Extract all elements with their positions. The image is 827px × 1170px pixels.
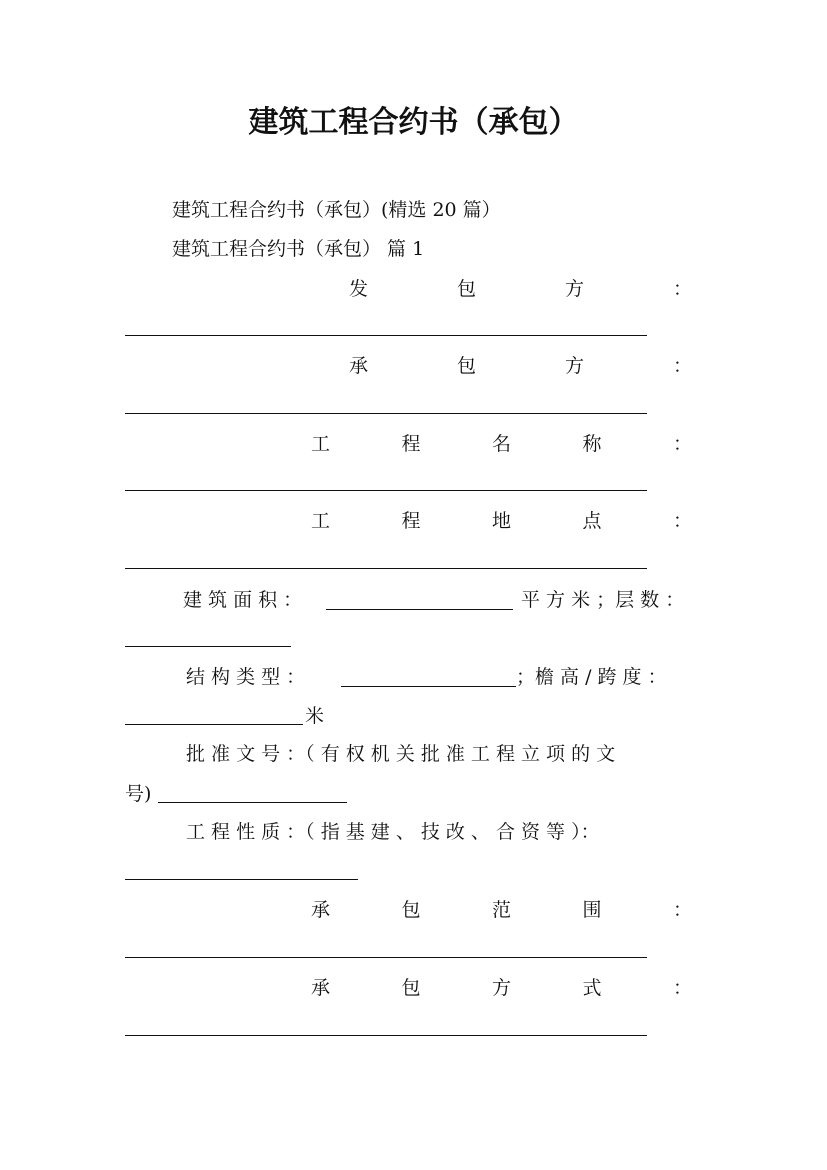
employer-char-3: 方 [564, 278, 584, 300]
project-name-char-3: 名 [491, 433, 511, 455]
contract-scope-field-line[interactable] [125, 957, 647, 958]
eave-height-label: ；檐 高 / 跨 度 ： [516, 666, 667, 688]
page-title: 建筑工程合约书（承包） [248, 105, 579, 140]
project-location-label [311, 509, 692, 533]
floors-field-line[interactable] [125, 646, 291, 647]
employer-char-1: 发 [349, 278, 369, 300]
contract-scope-char-1: 承 [311, 899, 331, 921]
contract-method-char-2: 包 [401, 977, 421, 999]
employer-char-2: 包 [456, 278, 476, 300]
project-location-char-3: 地 [491, 510, 511, 532]
eave-height-field-line[interactable] [125, 724, 303, 725]
project-name-char-1: 工 [311, 433, 331, 455]
contractor-char-2: 包 [456, 355, 476, 377]
eave-height-unit: 米 [305, 705, 325, 727]
contractor-colon: ： [672, 355, 692, 377]
project-location-field-line[interactable] [125, 568, 647, 569]
contract-method-label [311, 976, 692, 1000]
employer-label [349, 277, 692, 301]
approval-number-cont: 号) [125, 783, 152, 805]
project-name-char-2: 程 [401, 433, 421, 455]
project-nature-label: 工 程 性 质 ：（ 指 基 建 、 技 改 、 合 资 等 ）： [186, 821, 600, 843]
project-location-char-1: 工 [311, 510, 331, 532]
project-name-field-line[interactable] [125, 490, 647, 491]
contractor-label [349, 354, 692, 378]
contract-method-char-3: 方 [491, 977, 511, 999]
document-subtitle: 建筑工程合约书（承包）(精选 20 篇） [172, 199, 501, 221]
contract-method-field-line[interactable] [125, 1035, 647, 1036]
contract-scope-char-2: 包 [401, 899, 421, 921]
contract-method-char-1: 承 [311, 977, 331, 999]
contractor-char-3: 方 [564, 355, 584, 377]
project-nature-field-line[interactable] [125, 879, 358, 880]
building-area-label: 建 筑 面 积 ： [183, 589, 303, 611]
contractor-field-line[interactable] [125, 413, 647, 414]
contract-scope-char-4: 围 [582, 899, 602, 921]
contractor-char-1: 承 [349, 355, 369, 377]
contract-method-char-4: 式 [582, 977, 602, 999]
contract-method-colon: ： [672, 977, 692, 999]
structure-type-label: 结 构 类 型 ： [186, 666, 306, 688]
approval-number-label: 批 准 文 号 ：（ 有 权 机 关 批 准 工 程 立 项 的 文 [186, 743, 616, 765]
section-heading: 建筑工程合约书（承包） 篇 1 [172, 238, 425, 260]
contract-scope-colon: ： [672, 899, 692, 921]
project-name-label [311, 432, 692, 456]
approval-number-field-line[interactable] [158, 802, 347, 803]
contract-scope-label [311, 898, 692, 922]
project-location-colon: ： [672, 510, 692, 532]
structure-type-field-line[interactable] [341, 686, 516, 687]
project-location-char-2: 程 [401, 510, 421, 532]
project-name-char-4: 称 [582, 433, 602, 455]
project-location-char-4: 点 [582, 510, 602, 532]
contract-scope-char-3: 范 [491, 899, 511, 921]
project-name-colon: ： [672, 433, 692, 455]
employer-field-line[interactable] [125, 335, 647, 336]
building-area-field-line[interactable] [326, 609, 513, 610]
building-area-unit: 平 方 米 ；层 数 ： [521, 589, 685, 611]
employer-colon: ： [672, 278, 692, 300]
